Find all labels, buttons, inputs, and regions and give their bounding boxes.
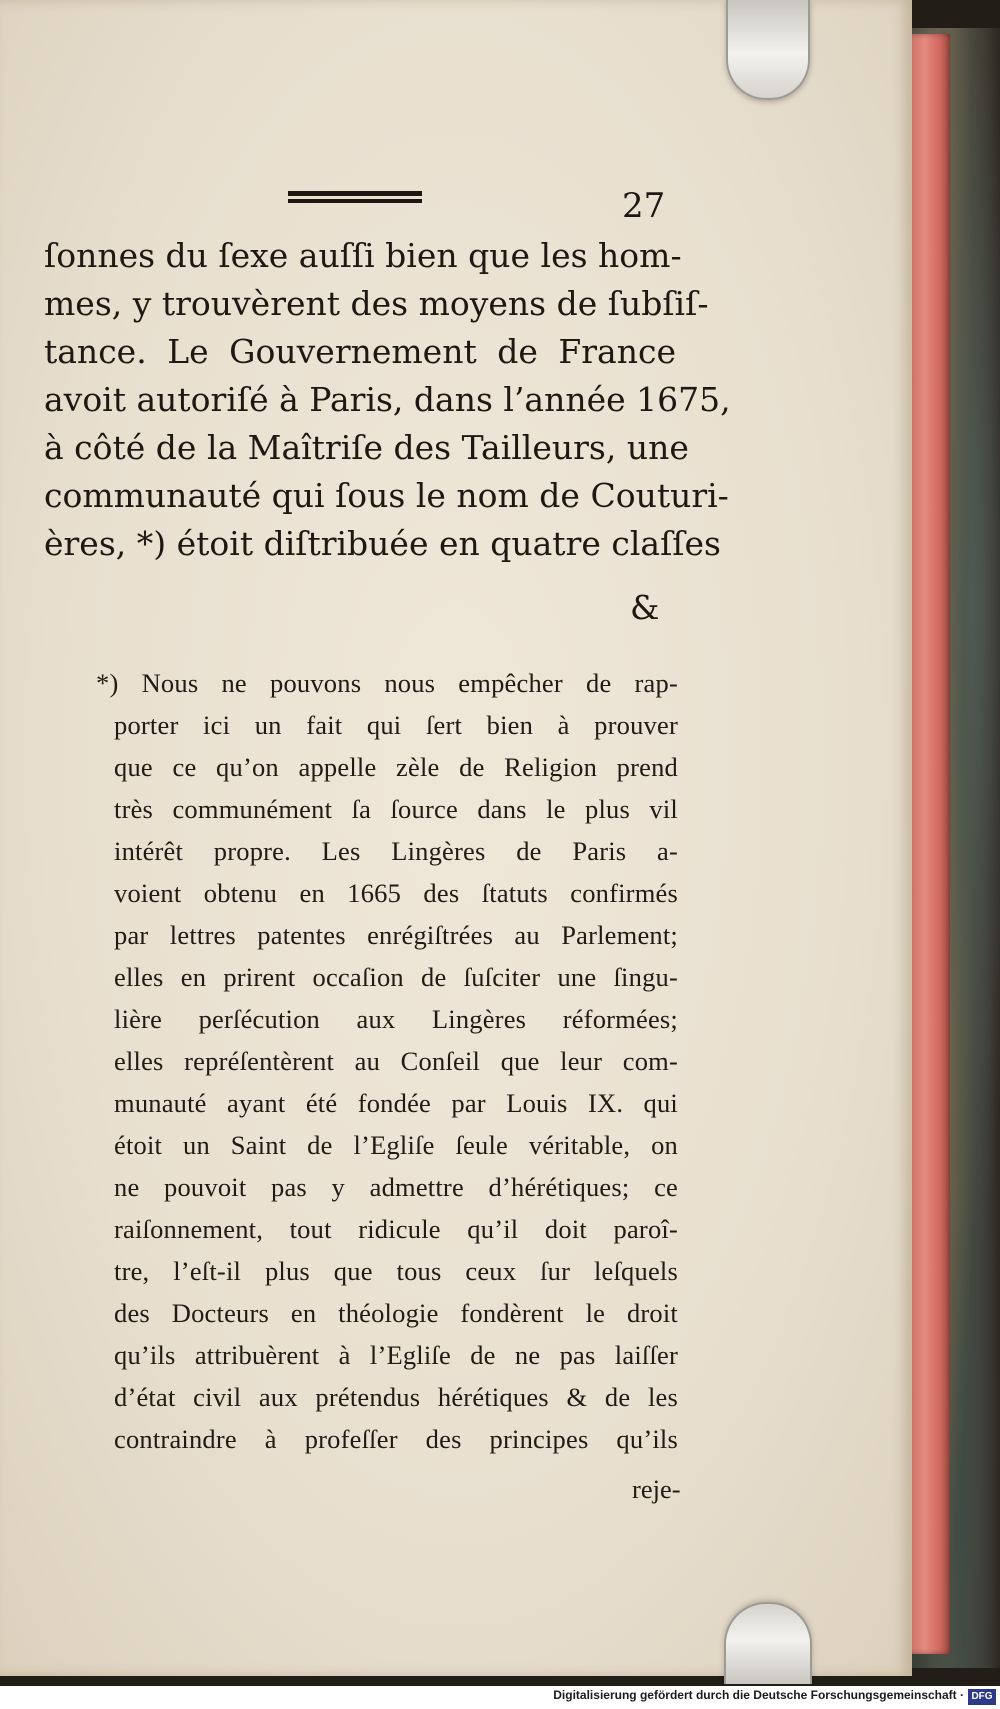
- dfg-logo-icon: DFG: [968, 1689, 996, 1705]
- catchword-main: &: [630, 588, 660, 627]
- footnote-line: elles en prirent occaſion de ſuſciter une ſingu-: [114, 962, 678, 992]
- main-text-line: communauté qui ſous le nom de Couturi-: [44, 476, 729, 515]
- footnote-line: que ce qu’on appelle zèle de Religion prend: [114, 752, 678, 782]
- footnote-line: voient obtenu en 1665 des ſtatuts confirmés: [114, 878, 678, 908]
- main-text-line: avoit autoriſé à Paris, dans l’année 1675,: [44, 380, 731, 419]
- footnote-line: des Docteurs en théologie fondèrent le droit: [114, 1298, 678, 1328]
- main-text-line: ères, *) étoit diſtribuée en quatre claſſes: [44, 524, 721, 563]
- footnote-line: munauté ayant été fondée par Louis IX. qui: [114, 1088, 678, 1118]
- main-text-line: mes, y trouvèrent des moyens de ſubſiſ-: [44, 284, 709, 323]
- footnote-line: tre, l’eſt-il plus que tous ceux ſur leſquels: [114, 1256, 678, 1286]
- main-text-line: ſonnes du ſexe auſſi bien que les hom-: [44, 236, 682, 275]
- footnote-line: lière perſécution aux Lingères réformées;: [114, 1004, 678, 1034]
- main-text-line: tance. Le Gouvernement de France: [44, 332, 676, 371]
- footer-credit-text: Digitalisierung gefördert durch die Deutsche Forschungsgemeinschaft ·: [553, 1688, 964, 1702]
- header-rule-ornament: [288, 191, 422, 205]
- footnote-line: d’état civil aux prétendus hérétiques & de les: [114, 1382, 678, 1412]
- footnote-line: étoit un Saint de l’Egliſe ſeule véritable, on: [114, 1130, 678, 1160]
- main-text-line: à côté de la Maîtriſe des Tailleurs, une: [44, 428, 689, 467]
- footer-bar: [0, 1686, 1000, 1709]
- page-clip-bottom: [724, 1602, 812, 1684]
- footnote-line: porter ici un fait qui ſert bien à prouver: [114, 710, 678, 740]
- footnote-line: intérêt propre. Les Lingères de Paris a-: [114, 836, 678, 866]
- footnote-line: très communément ſa ſource dans le plus vil: [114, 794, 678, 824]
- footnote-line: elles repréſentèrent au Conſeil que leur com-: [114, 1046, 678, 1076]
- footnote-line: qu’ils attribuèrent à l’Egliſe de ne pas laiſſer: [114, 1340, 678, 1370]
- page-clip-top: [726, 0, 810, 100]
- footnote-line: ne pouvoit pas y admettre d’hérétiques; ce: [114, 1172, 678, 1202]
- page-number: 27: [622, 186, 666, 226]
- footnote-line: raiſonnement, tout ridicule qu’il doit paroî-: [114, 1214, 678, 1244]
- footnote-line: contraindre à profeſſer des principes qu’ils: [114, 1424, 678, 1454]
- footnote-line: *) Nous ne pouvons nous empêcher de rap-: [96, 668, 678, 698]
- catchword-footnote: reje-: [632, 1474, 681, 1504]
- page-edge-red: [908, 34, 950, 1654]
- footnote-line: par lettres patentes enrégiſtrées au Parlement;: [114, 920, 678, 950]
